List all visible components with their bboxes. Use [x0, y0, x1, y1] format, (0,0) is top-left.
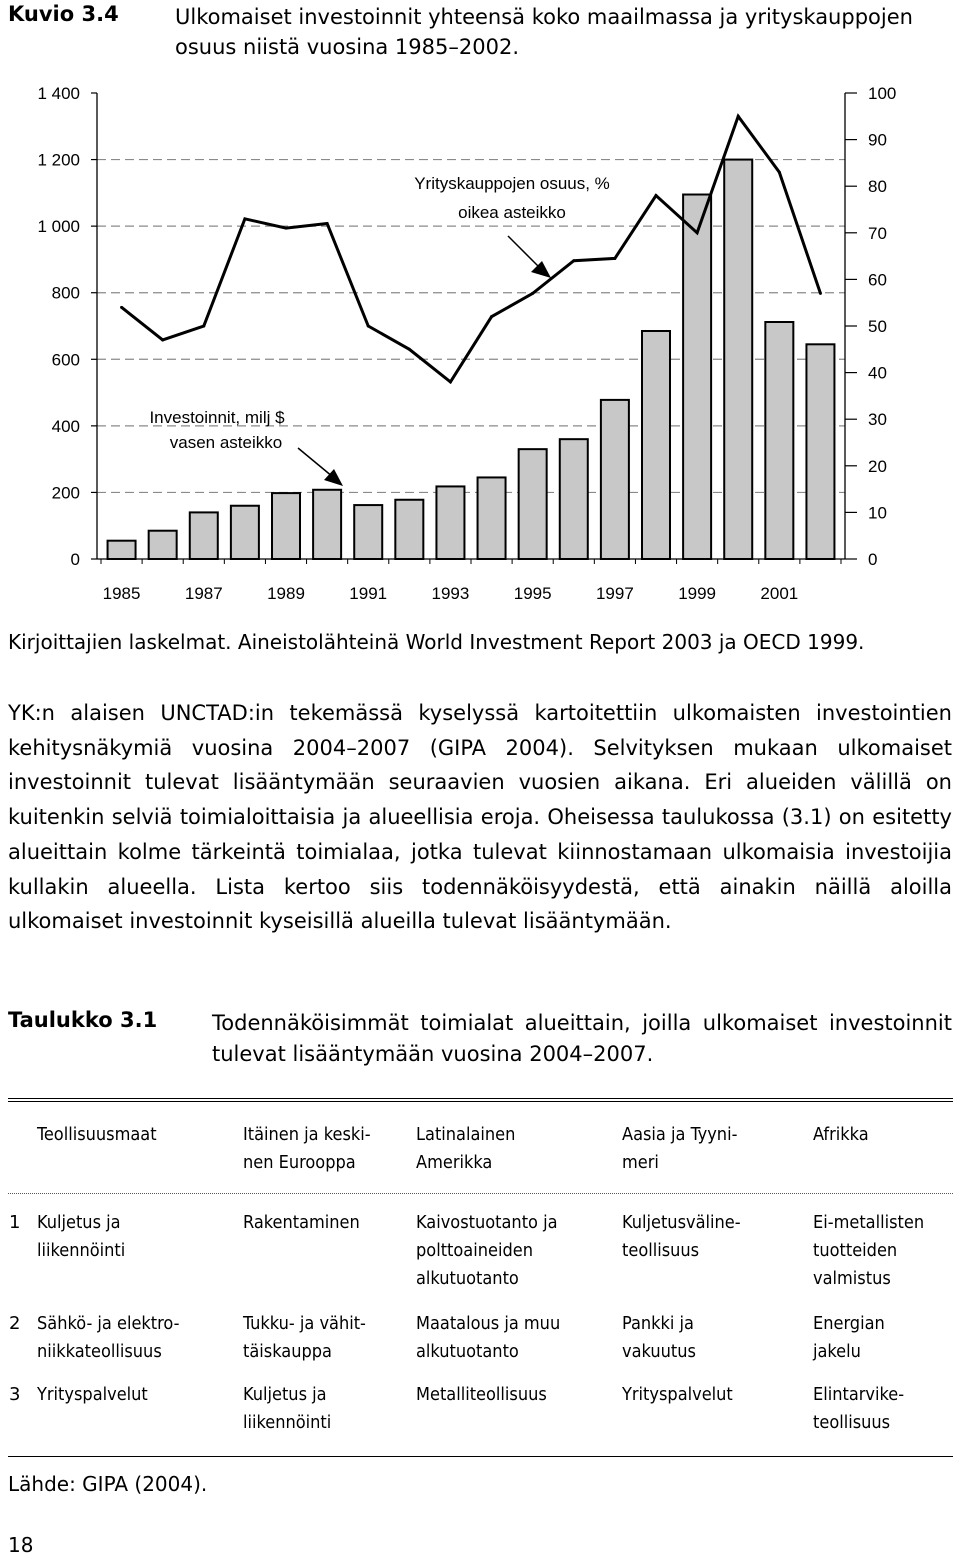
table-cell-line: Maatalous ja muu — [416, 1313, 561, 1334]
table-cell-line: valmistus — [813, 1268, 891, 1289]
right-axis-tick-label: 70 — [868, 223, 887, 243]
bar — [395, 500, 423, 559]
x-axis-tick-label: 1987 — [184, 584, 223, 603]
table-header-cell-line: Afrikka — [813, 1124, 869, 1145]
table-cell-line: alkutuotanto — [416, 1341, 519, 1362]
table-cell — [813, 1381, 904, 1437]
right-axis-tick-label: 60 — [868, 270, 887, 290]
share-point — [531, 292, 534, 295]
left-axis-tick-label: 1 000 — [37, 217, 80, 237]
table-row-number: 1 — [9, 1212, 21, 1233]
bar — [724, 160, 752, 559]
share-point — [161, 338, 164, 341]
right-axis-tick-label: 20 — [868, 456, 887, 476]
share-point — [613, 257, 616, 260]
right-axis-tick-label: 40 — [868, 363, 887, 383]
investment-chart — [0, 70, 960, 615]
table-cell — [813, 1209, 924, 1293]
right-axis-tick-label: 30 — [868, 410, 887, 430]
table-header-cell-line: nen Eurooppa — [243, 1152, 356, 1173]
share-point — [326, 222, 329, 225]
left-axis-tick-label: 0 — [70, 550, 80, 569]
table-cell-line: Kuljetus ja — [243, 1384, 327, 1405]
share-point — [737, 115, 740, 118]
table-cell-line: tuotteiden — [813, 1240, 898, 1261]
table-cell-line: vakuutus — [622, 1341, 696, 1362]
x-axis-tick-label: 1993 — [431, 584, 470, 603]
share-point — [120, 306, 123, 309]
table-cell — [416, 1310, 560, 1366]
x-axis-tick-label: 1999 — [678, 584, 717, 603]
table-cell-line: Kaivostuotanto ja — [416, 1212, 558, 1233]
table-header-cell — [243, 1121, 371, 1177]
left-axis-tick-label: 1 400 — [37, 84, 80, 103]
x-axis-tick-label: 1989 — [267, 584, 305, 603]
body-paragraph: YK:n alaisen UNCTAD:in tekemässä kyselyssä kartoitettiin ulkomaisten investointien kehitysnäkymiä vuosina 2004–2007 (GIPA 2004). Selvityksen mukaan ulkomaiset investoinnit tulevat lisääntymään seuraavien vuosien aikana. Eri alueiden välillä on kuitenkin selviä toimialoittaisia ja alueellisia eroja. Oheisessa taulukossa (3.1) on esitetty alueittain kolme tärkeintä toimialaa, jotka tulevat kiinnostamaan ulkomaisia investoijia kullakin alueella. Lista kertoo siis todennäköisyydestä, että ainakin näillä aloilla ulkomaiset investoinnit kyseisillä alueilla tulevat lisääntymään. — [8, 701, 952, 934]
bar — [108, 541, 136, 559]
line-annotation-arrow — [508, 236, 540, 268]
table-cell-line: Elintarvike- — [813, 1384, 905, 1405]
table-cell-line: Energian — [813, 1313, 885, 1334]
figure-source: Kirjoittajien laskelmat. Aineistolähteinä World Investment Report 2003 ja OECD 1999. — [8, 630, 865, 654]
right-axis-tick-label: 10 — [868, 503, 887, 523]
table-header-cell — [622, 1121, 737, 1177]
table-header-cell-line: Amerikka — [416, 1152, 493, 1173]
bars-annotation-line2: vasen asteikko — [169, 433, 283, 452]
table-cell — [243, 1381, 331, 1437]
share-point — [243, 217, 246, 220]
table-label: Taulukko 3.1 — [8, 1008, 158, 1032]
bar — [765, 322, 793, 559]
table-header-cell — [37, 1121, 157, 1149]
table-source: Lähde: GIPA (2004). — [8, 1472, 208, 1496]
right-axis-tick-label: 0 — [868, 550, 878, 569]
left-axis-tick-label: 400 — [51, 416, 80, 436]
table-row-number: 3 — [9, 1384, 21, 1405]
right-axis-tick-label: 80 — [868, 177, 887, 197]
table-cell-line: Pankki ja — [622, 1313, 694, 1334]
table-title: Todennäköisimmät toimialat alueittain, joilla ulkomaiset investoinnit tulevat lisääntymään vuosina 2004–2007. — [212, 1011, 952, 1066]
table-cell — [416, 1209, 558, 1293]
share-point — [696, 231, 699, 234]
table-cell — [622, 1310, 696, 1366]
bar — [272, 493, 300, 559]
bar — [683, 195, 711, 559]
table-row-number: 2 — [9, 1313, 21, 1334]
left-axis-tick-label: 1 200 — [37, 150, 80, 170]
table-cell — [243, 1310, 366, 1366]
bars-annotation-line1: Investoinnit, milj $ — [149, 408, 285, 427]
x-axis-tick-label: 2001 — [760, 584, 799, 603]
left-axis-tick-label: 600 — [51, 350, 80, 370]
bar — [313, 490, 341, 559]
table-cell — [243, 1209, 360, 1237]
share-point — [408, 348, 411, 351]
share-point — [285, 227, 288, 230]
share-point — [490, 315, 493, 318]
table-header-cell-line: Latinalainen — [416, 1124, 516, 1145]
left-axis-tick-label: 800 — [51, 283, 80, 303]
table-cell-line: Tukku- ja vähit- — [243, 1313, 366, 1334]
bar — [190, 512, 218, 559]
bars-annotation-arrow — [298, 448, 333, 477]
bar — [560, 439, 588, 559]
figure-label: Kuvio 3.4 — [8, 2, 119, 26]
share-point — [572, 259, 575, 262]
line-annotation-line1: Yrityskauppojen osuus, % — [414, 174, 610, 193]
table-cell — [622, 1209, 741, 1265]
bar — [231, 506, 259, 559]
table-cell-line: Yrityspalvelut — [622, 1384, 733, 1405]
share-point — [202, 325, 205, 328]
table-cell-line: täiskauppa — [243, 1341, 332, 1362]
table-top-rule-2 — [8, 1101, 953, 1102]
share-point — [367, 325, 370, 328]
share-line — [122, 116, 821, 382]
bar — [642, 331, 670, 559]
table-cell-line: Metalliteollisuus — [416, 1384, 547, 1405]
x-axis-tick-label: 1995 — [513, 584, 552, 603]
table-cell-line: Kuljetus ja — [37, 1212, 121, 1233]
table-header-cell — [813, 1121, 869, 1149]
bar — [601, 400, 629, 559]
table-cell-line: niikkateollisuus — [37, 1341, 162, 1362]
table-cell-line: alkutuotanto — [416, 1268, 519, 1289]
figure-title: Ulkomaiset investoinnit yhteensä koko maailmassa ja yrityskauppojen osuus niistä vuosina 1985–2002. — [175, 5, 913, 59]
share-point — [655, 194, 658, 197]
x-axis-tick-label: 1997 — [595, 584, 634, 603]
table-cell-line: Rakentaminen — [243, 1212, 360, 1233]
table-header-cell-line: Aasia ja Tyyni- — [622, 1124, 738, 1145]
table-cell-line: Kuljetusväline- — [622, 1212, 741, 1233]
table-cell-line: Yrityspalvelut — [37, 1384, 148, 1405]
table-cell-line: teollisuus — [622, 1240, 700, 1261]
table-cell-line: liikennöinti — [243, 1412, 332, 1433]
table-cell-line: jakelu — [813, 1341, 861, 1362]
share-point — [449, 380, 452, 383]
table-cell-line: Ei-metallisten — [813, 1212, 925, 1233]
table-cell-line: Sähkö- ja elektro- — [37, 1313, 180, 1334]
table-header-cell-line: meri — [622, 1152, 659, 1173]
table-cell — [37, 1310, 180, 1366]
share-point — [819, 292, 822, 295]
table-header-cell-line: Itäinen ja keski- — [243, 1124, 371, 1145]
table-cell — [37, 1209, 125, 1265]
table-cell — [622, 1381, 733, 1409]
bar — [354, 505, 382, 559]
bar — [519, 449, 547, 559]
table-cell — [37, 1381, 148, 1409]
table-header-rule — [8, 1193, 953, 1194]
line-annotation-line2: oikea asteikko — [458, 203, 566, 222]
table-cell — [416, 1381, 547, 1409]
table-cell — [813, 1310, 885, 1366]
right-axis-tick-label: 50 — [868, 317, 887, 336]
table-top-rule — [8, 1098, 953, 1099]
table-cell-line: liikennöinti — [37, 1240, 126, 1261]
bar — [806, 344, 834, 559]
bar — [478, 477, 506, 559]
x-axis-tick-label: 1985 — [102, 584, 141, 603]
share-point — [778, 171, 781, 174]
left-axis-tick-label: 200 — [51, 483, 80, 503]
table-cell-line: teollisuus — [813, 1412, 891, 1433]
table-header-cell — [416, 1121, 515, 1177]
page-number: 18 — [8, 1533, 34, 1557]
right-axis-tick-label: 90 — [868, 130, 887, 150]
bar — [436, 486, 464, 559]
right-axis-tick-label: 100 — [868, 84, 897, 103]
table-header-cell-line: Teollisuusmaat — [37, 1124, 157, 1145]
bar — [149, 531, 177, 559]
line-annotation-arrowhead — [531, 261, 551, 278]
table-cell-line: polttoaineiden — [416, 1240, 533, 1261]
x-axis-tick-label: 1991 — [349, 584, 388, 603]
table-bottom-rule — [8, 1456, 953, 1457]
